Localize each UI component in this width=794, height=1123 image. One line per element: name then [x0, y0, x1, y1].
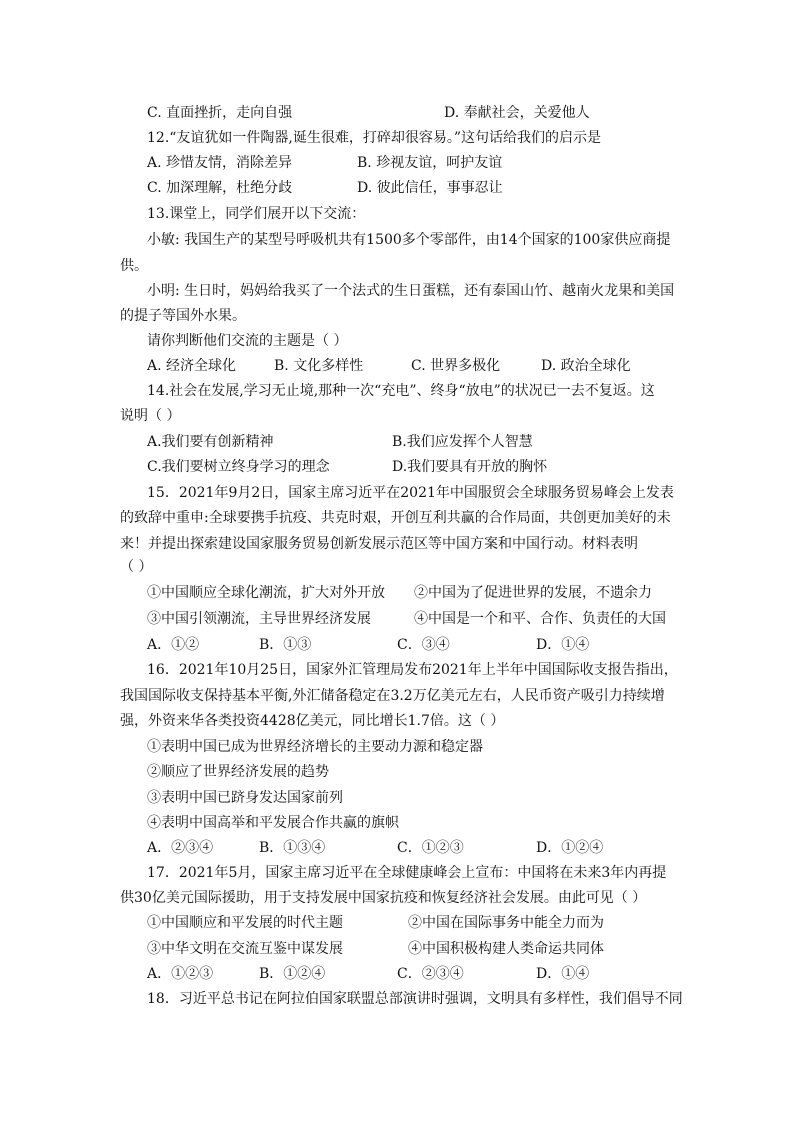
q17-option-b: B．①②④: [259, 966, 326, 982]
q16-option-c: C．①②③: [397, 840, 464, 856]
q13-option-b: B. 文化多样性: [274, 358, 364, 374]
q14-option-b: B.我们应发挥个人智慧: [392, 434, 533, 450]
q15-item-3: ③中国引领潮流，主导世界经济发展: [147, 611, 371, 627]
q15-stem-line1: 15．2021年9月2日，国家主席习近平在2021年中国服贸会全球服务贸易峰会上发表: [147, 485, 674, 501]
q17-stem-line1: 17．2021年5月，国家主席习近平在全球健康峰会上宣布：中国将在未来3年内再提: [147, 865, 667, 881]
q13-xiaomin-line1: 小敏: 我国生产的某型号呼吸机共有1500多个零部件，由14个国家的100家供应商提: [147, 232, 671, 248]
q12-option-c: C. 加深理解，杜绝分歧: [147, 180, 293, 196]
q13-xiaoming-line1: 小明: 生日时，妈妈给我买了一个法式的生日蛋糕，还有泰国山竹、越南火龙果和美国: [147, 283, 675, 299]
q14-option-d: D.我们要具有开放的胸怀: [392, 459, 548, 475]
q13-option-d: D. 政治全球化: [541, 358, 631, 374]
q12-option-a: A. 珍惜友情，消除差异: [147, 155, 293, 171]
q16-option-b: B．①③④: [259, 840, 326, 856]
q15-stem-line3: 来！并提出探索建设国家服务贸易创新发展示范区等中国方案和中国行动。材料表明: [120, 536, 638, 552]
q15-option-a: A．①②: [147, 637, 200, 653]
q17-item-2: ②中国在国际事务中能全力而为: [408, 915, 604, 931]
q13-question: 请你判断他们交流的主题是（ ）: [147, 333, 348, 349]
q14-option-a: A.我们要有创新精神: [147, 434, 274, 450]
q12-option-d: D. 彼此信任，事事忍让: [357, 180, 503, 196]
q13-option-c: C. 世界多极化: [411, 358, 501, 374]
q16-item-4: ④表明中国高举和平发展合作共赢的旗帜: [147, 815, 399, 831]
q14-stem-line2: 说明（ ）: [120, 408, 181, 424]
q15-stem-line2: 的致辞中重申:全球要携手抗疫、共克时艰，开创互利共赢的合作局面，共创更加美好的未: [120, 510, 671, 526]
q15-option-b: B．①③: [259, 637, 312, 653]
q12-stem: 12.“友谊犹如一件陶器,诞生很难，打碎却很容易。”这句话给我们的启示是: [147, 130, 602, 146]
q16-item-3: ③表明中国已跻身发达国家前列: [147, 790, 343, 806]
q17-stem-line2: 供30亿美元国际援助，用于支持发展中国家抗疫和恢复经济社会发展。由此可见（ ）: [120, 890, 647, 906]
q13-stem: 13.课堂上，同学们展开以下交流：: [147, 206, 366, 222]
q18-stem-line1: 18．习近平总书记在阿拉伯国家联盟总部演讲时强调，文明具有多样性，我们倡导不同: [147, 991, 683, 1007]
q17-option-a: A．①②③: [147, 966, 214, 982]
q17-item-1: ①中国顺应和平发展的时代主题: [147, 915, 343, 931]
q14-stem-line1: 14.社会在发展,学习无止境,那种一次“充电”、终身“放电”的状况已一去不复返。这: [147, 383, 655, 399]
q16-option-a: A．②③④: [147, 840, 214, 856]
q11-option-d: D. 奉献社会，关爱他人: [444, 105, 590, 121]
q15-item-1: ①中国顺应全球化潮流，扩大对外开放: [147, 585, 385, 601]
q13-xiaoming-line2: 的提子等国外水果。: [120, 308, 246, 324]
q17-option-c: C．②③④: [397, 966, 464, 982]
q16-stem-line1: 16．2021年10月25日，国家外汇管理局发布2021年上半年中国国际收支报告指出，: [147, 662, 678, 678]
q15-option-c: C．③④: [397, 637, 450, 653]
q15-item-4: ④中国是一个和平、合作、负责任的大国: [414, 611, 666, 627]
q15-option-d: D．①④: [536, 637, 590, 653]
q16-stem-line2: 我国国际收支保持基本平衡,外汇储备稳定在3.2万亿美元左右，人民币资产吸引力持续增: [120, 688, 665, 704]
q16-option-d: D．①②④: [536, 840, 604, 856]
q14-option-c: C.我们要树立终身学习的理念: [147, 459, 330, 475]
q16-item-1: ①表明中国已成为世界经济增长的主要动力源和稳定器: [147, 739, 483, 755]
q16-stem-line3: 强，外资来华各类投资4428亿美元，同比增长1.7倍。这（ ）: [120, 713, 505, 729]
q17-item-4: ④中国积极构建人类命运共同体: [408, 941, 604, 957]
q13-xiaomin-line2: 供。: [120, 258, 148, 274]
q16-item-2: ②顺应了世界经济发展的趋势: [147, 764, 329, 780]
q12-option-b: B. 珍视友谊，呵护友谊: [357, 155, 503, 171]
q11-option-c: C. 直面挫折，走向自强: [147, 105, 293, 121]
q15-item-2: ②中国为了促进世界的发展，不遗余力: [414, 585, 652, 601]
q17-item-3: ③中华文明在交流互鉴中谋发展: [147, 941, 343, 957]
q17-option-d: D．①④: [536, 966, 590, 982]
q13-option-a: A. 经济全球化: [147, 358, 237, 374]
q15-stem-line4: （ ）: [120, 559, 153, 575]
